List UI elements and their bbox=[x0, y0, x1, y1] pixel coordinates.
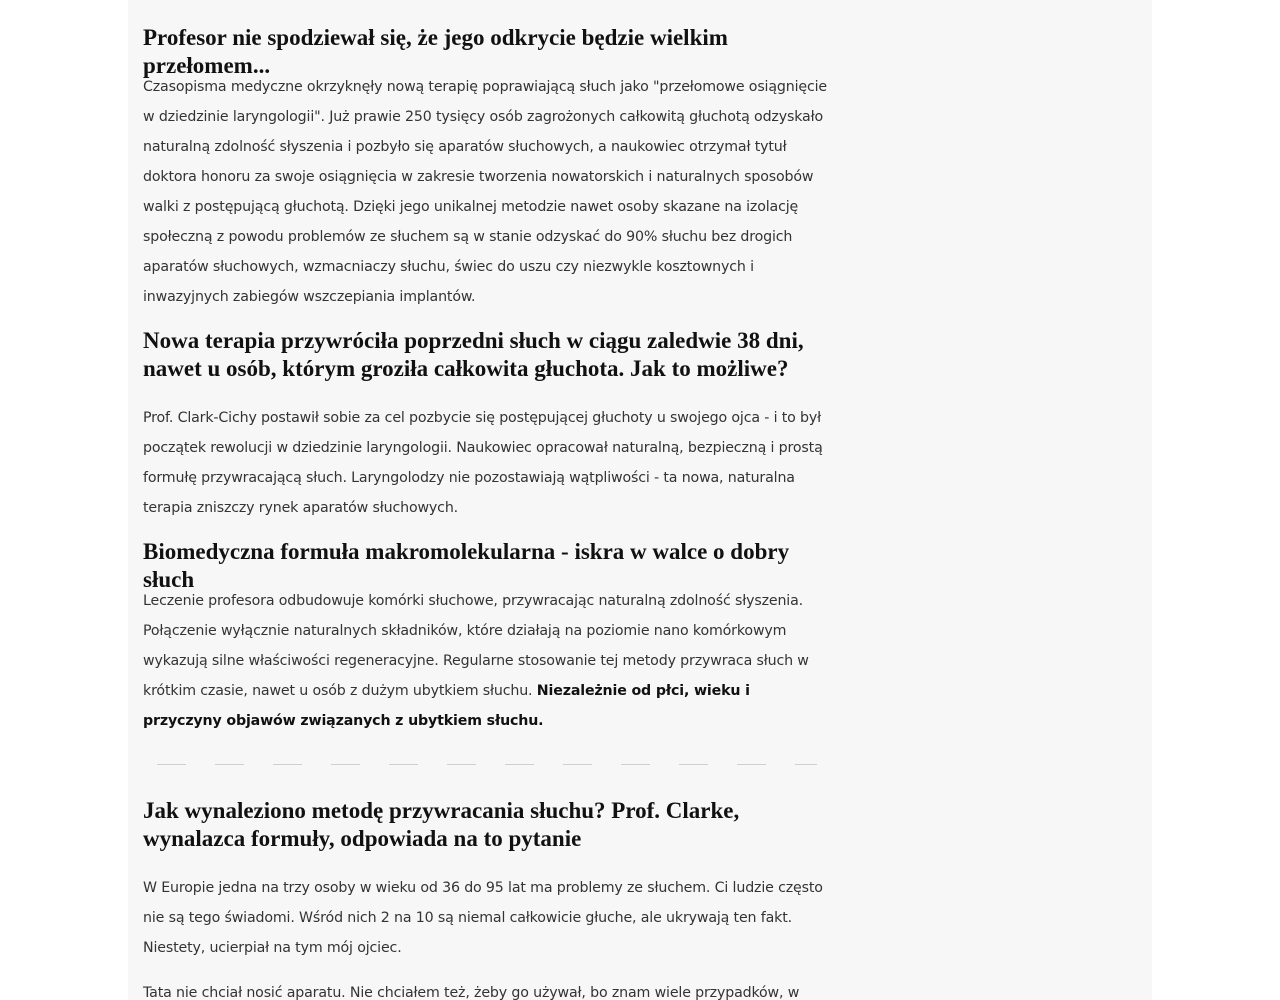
article-page bbox=[128, 0, 1152, 1000]
paragraph-intro: Czasopisma medyczne okrzyknęły nową terapię poprawiającą słuch jako "przełomowe osiągnięcie w dziedzinie laryngologii". Już prawie 250 tysięcy osób zagrożonych całkowitą głuchotą odzyskało naturalną zdolność słyszenia i pozbyło się aparatów słuchowych, a naukowiec otrzymał tytuł doktora honoru za swoje osiągnięcia w zakresie tworzenia nowatorskich i naturalnych sposobów walki z postępującą głuchotą. Dzięki jego unikalnej metodzie nawet osoby skazane na izolację społeczną z powodu problemów ze słuchem są w stanie odzyskać do 90% słuchu bez drogich aparatów słuchowych, wzmacniaczy słuchu, świec do uszu czy niezwykle kosztownych i inwazyjnych zabiegów wszczepiania implantów. bbox=[143, 79, 827, 305]
section-heading-new-therapy: Nowa terapia przywróciła poprzedni słuch w ciągu zaledwie 38 dni, nawet u osób, którym groziła całkowita głuchota. Jak to możliwe? bbox=[143, 328, 804, 381]
section-heading-formula: Biomedyczna formuła makromolekularna - iskra w walce o dobry słuch bbox=[143, 539, 790, 592]
paragraph-formula bbox=[143, 586, 833, 736]
paragraph-formula-emphasis: Niezależnie od płci, wieku i przyczyny objawów związanych z ubytkiem słuchu. bbox=[143, 683, 750, 729]
paragraph-father-story: Tata nie chciał nosić aparatu. Nie chciałem też, żeby go używał, bo znam wiele przypadków, w bbox=[143, 985, 800, 1000]
dashed-divider bbox=[157, 764, 817, 765]
paragraph-invention: W Europie jedna na trzy osoby w wieku od 36 do 95 lat ma problemy ze słuchem. Ci ludzie często nie są tego świadomi. Wśród nich 2 na 10 są niemal całkowicie głuche, ale ukrywają ten fakt. Niestety, ucierpiał na tym mój ojciec. bbox=[143, 880, 823, 956]
paragraph-formula-text: Leczenie profesora odbudowuje komórki słuchowe, przywracając naturalną zdolność słyszenia. Połączenie wyłącznie naturalnych składników, które działają na poziomie nano komórkowym wykazują silne właściwości regeneracyjne. Regularne stosowanie tej metody przywraca słuch w krótkim czasie, nawet u osób z dużym ubytkiem słuchu. bbox=[143, 593, 809, 699]
section-heading-invention: Jak wynaleziono metodę przywracania słuchu? Prof. Clarke, wynalazca formuły, odpowiada na to pytanie bbox=[143, 798, 740, 851]
section-heading-breakthrough: Profesor nie spodziewał się, że jego odkrycie będzie wielkim przełomem... bbox=[143, 25, 728, 78]
paragraph-new-therapy: Prof. Clark-Cichy postawił sobie za cel pozbycie się postępującej głuchoty u swojego ojca - i to był początek rewolucji w dziedzinie laryngologii. Naukowiec opracował naturalną, bezpieczną i prostą formułę przywracającą słuch. Laryngolodzy nie pozostawiają wątpliwości - ta nowa, naturalna terapia zniszczy rynek aparatów słuchowych. bbox=[143, 410, 823, 516]
